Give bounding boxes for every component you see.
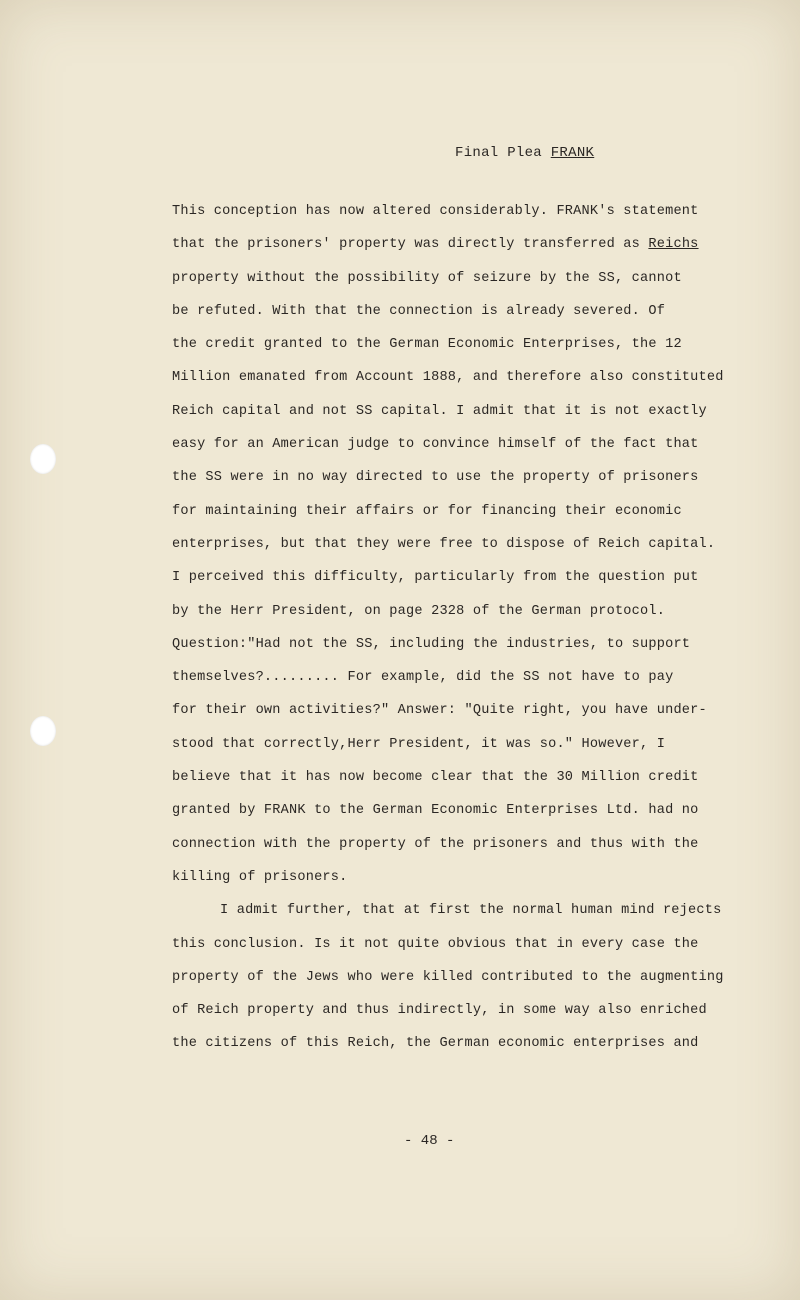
text-line: by the Herr President, on page 2328 of the German protocol. [172,603,666,619]
text-line: I admit further, that at first the normal human mind rejects [220,903,722,919]
page-number: - 48 - [404,1133,455,1149]
text-line: enterprises, but that they were free to dispose of Reich capital. [172,536,716,552]
text-line: the credit granted to the German Economic Enterprises, the 12 [172,337,682,353]
text-line: be refuted. With that the connection is already severed. Of [172,303,666,319]
text-line: Question:"Had not the SS, including the industries, to support [172,636,691,652]
text-line: the citizens of this Reich, the German economic enterprises and [172,1036,699,1052]
text-line: of Reich property and thus indirectly, in some way also enriched [172,1003,707,1019]
text-line: stood that correctly,Herr President, it was so." However, I [172,736,666,752]
text-line: for their own activities?" Answer: "Quite right, you have under- [172,703,707,719]
text-line: killing of prisoners. [172,869,348,885]
running-header [455,145,594,161]
text-line: granted by FRANK to the German Economic Enterprises Ltd. had no [172,803,699,819]
text-line: property of the Jews who were killed contributed to the augmenting [172,969,724,985]
text-line: Reich capital and not SS capital. I admit that it is not exactly [172,403,707,419]
text-line [172,228,742,261]
text-line: the SS were in no way directed to use the property of prisoners [172,470,699,486]
text-line: Million emanated from Account 1888, and therefore also constituted [172,370,724,386]
text-line: This conception has now altered considerably. FRANK's statement [172,204,699,219]
punch-hole-top [30,444,56,474]
text-line: believe that it has now become clear that the 30 Million credit [172,770,699,786]
underlined-word: Reichs [648,237,699,253]
text-line-segment: that the prisoners' property was directly transferred as [172,237,649,253]
punch-hole-bottom [30,716,56,746]
body-text [172,195,742,1061]
header-name: FRANK [550,145,595,161]
text-line: property without the possibility of seizure by the SS, cannot [172,270,682,286]
text-line: for maintaining their affairs or for financing their economic [172,503,682,519]
text-line: this conclusion. Is it not quite obvious that in every case the [172,936,699,952]
text-line: easy for an American judge to convince himself of the fact that [172,437,699,453]
text-line: themselves?......... For example, did the SS not have to pay [172,670,674,686]
text-line: I perceived this difficulty, particularly from the question put [172,570,699,586]
header-prefix: Final Plea [455,145,551,161]
text-line: connection with the property of the prisoners and thus with the [172,836,699,852]
